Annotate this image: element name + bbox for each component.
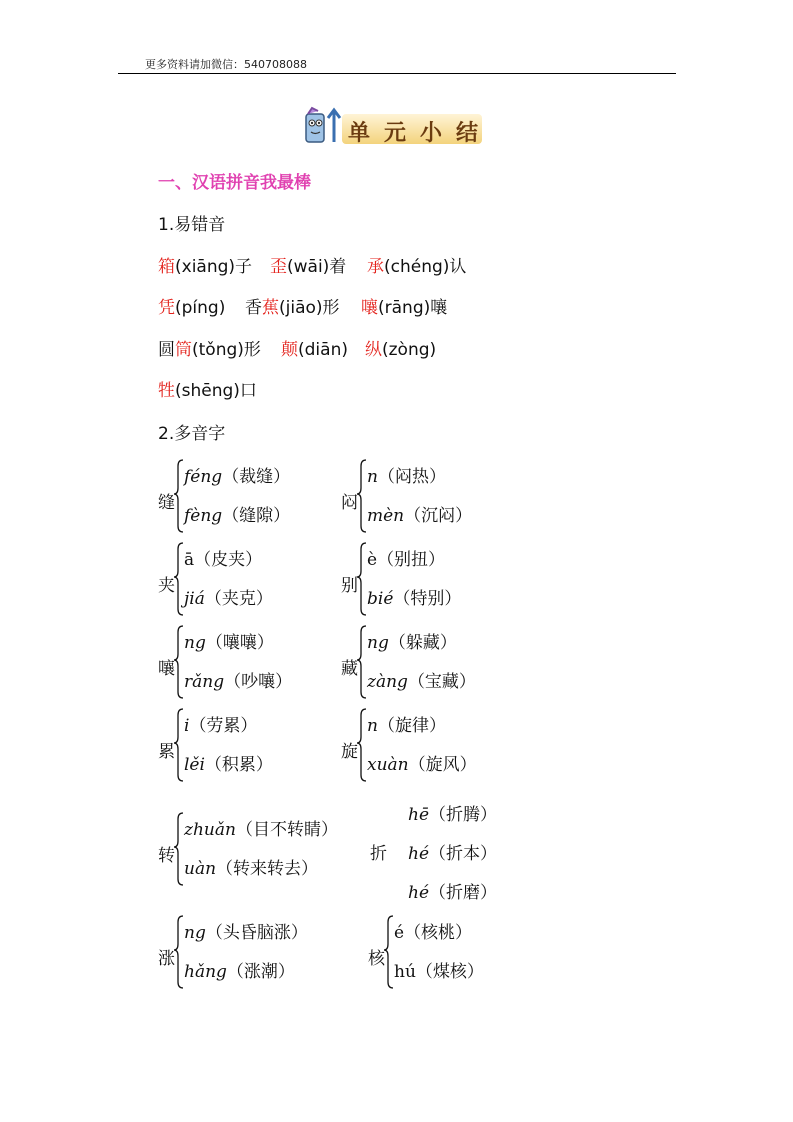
- page-header-note: 更多资料请加微信：540708088: [145, 58, 307, 71]
- polyphone-reading: [367, 545, 445, 570]
- polyphone-reading: [367, 462, 446, 487]
- subheading-error-prone: 1.易错音: [158, 215, 226, 235]
- pronunciation-item: [158, 376, 257, 401]
- polyphone-reading: [184, 918, 308, 943]
- polyphone-reading: [394, 957, 484, 982]
- polyphone-character: 旋: [341, 742, 358, 762]
- reading-pinyin: hé: [408, 883, 430, 903]
- reading-pinyin: jiá: [184, 589, 205, 609]
- reading-example-word: （积累）: [204, 755, 273, 775]
- polyphone-character: 闷: [341, 493, 358, 513]
- pronunciation-item: [245, 293, 340, 318]
- polyphone-character: 累: [158, 742, 175, 762]
- reading-pinyin: féng: [184, 467, 223, 487]
- curly-brace-icon: [357, 458, 367, 534]
- reading-pinyin: hú: [394, 962, 416, 982]
- page-title: 单元小结: [348, 120, 493, 146]
- reading-example-word: （旋律）: [377, 716, 446, 736]
- pinyin-and-word: (chéng)认: [384, 257, 467, 277]
- pronunciation-item: [158, 335, 261, 360]
- polyphone-character: 缝: [158, 493, 175, 513]
- polyphone-reading: [367, 628, 457, 653]
- reading-example-word: （裁缝）: [222, 467, 291, 487]
- reading-pinyin: zàng: [367, 672, 408, 692]
- pinyin-and-word: (rāng)嚷: [378, 298, 448, 318]
- reading-pinyin: hē: [408, 805, 430, 825]
- word-prefix: 圆: [158, 340, 175, 360]
- polyphone-reading: [184, 501, 290, 526]
- pinyin-and-word: (wāi)着: [287, 257, 347, 277]
- pronunciation-item: [158, 293, 225, 318]
- reading-example-word: （涨潮）: [226, 962, 295, 982]
- polyphone-reading: [184, 545, 262, 570]
- polyphone-reading: [184, 957, 295, 982]
- pronunciation-item: [367, 252, 466, 277]
- reading-example-word: （目不转睛）: [235, 820, 338, 840]
- subheading-polyphones: 2.多音字: [158, 424, 226, 444]
- reading-example-word: （皮夹）: [194, 550, 263, 570]
- reading-example-word: （别扭）: [377, 550, 446, 570]
- pinyin-and-word: (jiāo)形: [279, 298, 340, 318]
- reading-pinyin: ng: [184, 633, 206, 653]
- curly-brace-icon: [357, 707, 367, 783]
- polyphone-reading: [408, 878, 497, 903]
- polyphone-reading: [184, 711, 257, 736]
- curly-brace-icon: [174, 541, 184, 617]
- reading-example-word: （沉闷）: [404, 506, 473, 526]
- reading-pinyin: ā: [184, 550, 195, 570]
- polyphone-character: 别: [341, 576, 358, 596]
- reading-example-word: （旋风）: [408, 755, 477, 775]
- reading-example-word: （闷热）: [377, 467, 446, 487]
- highlighted-character: 承: [367, 257, 384, 277]
- reading-pinyin: rǎng: [184, 672, 225, 692]
- curly-brace-icon: [174, 914, 184, 990]
- reading-example-word: （嚷嚷）: [205, 633, 274, 653]
- reading-pinyin: lěi: [184, 755, 205, 775]
- reading-example-word: （折磨）: [429, 883, 498, 903]
- reading-example-word: （劳累）: [189, 716, 258, 736]
- polyphone-character: 转: [158, 846, 175, 866]
- reading-example-word: （特别）: [393, 589, 462, 609]
- reading-example-word: （躲藏）: [388, 633, 457, 653]
- mascot-icon: [300, 106, 344, 146]
- polyphone-reading: [184, 854, 318, 879]
- reading-pinyin: xuàn: [367, 755, 409, 775]
- reading-pinyin: uàn: [184, 859, 217, 879]
- reading-pinyin: é: [394, 923, 405, 943]
- reading-pinyin: mèn: [367, 506, 405, 526]
- pinyin-and-word: (xiāng)子: [175, 257, 253, 277]
- curly-brace-icon: [174, 707, 184, 783]
- pinyin-and-word: (píng): [175, 298, 226, 318]
- polyphone-reading: [184, 584, 273, 609]
- polyphone-character: 嚷: [158, 659, 175, 679]
- reading-pinyin: bié: [367, 589, 394, 609]
- reading-example-word: （转来转去）: [216, 859, 319, 879]
- pronunciation-item: [158, 252, 252, 277]
- polyphone-character: 折: [370, 844, 387, 864]
- header-divider: [118, 73, 676, 74]
- reading-pinyin: è: [367, 550, 378, 570]
- highlighted-character: 纵: [365, 340, 382, 360]
- polyphone-character: 夹: [158, 576, 175, 596]
- reading-example-word: （核桃）: [404, 923, 473, 943]
- polyphone-reading: [367, 501, 472, 526]
- curly-brace-icon: [384, 914, 394, 990]
- highlighted-character: 蕉: [262, 298, 279, 318]
- pinyin-and-word: (diān): [298, 340, 348, 360]
- polyphone-reading: [408, 839, 497, 864]
- highlighted-character: 箱: [158, 257, 175, 277]
- reading-pinyin: n: [367, 467, 378, 487]
- curly-brace-icon: [174, 811, 184, 887]
- curly-brace-icon: [174, 458, 184, 534]
- highlighted-character: 牲: [158, 381, 175, 401]
- reading-example-word: （头昏脑涨）: [205, 923, 308, 943]
- highlighted-character: 筒: [175, 340, 192, 360]
- reading-example-word: （煤核）: [415, 962, 484, 982]
- highlighted-character: 颠: [281, 340, 298, 360]
- reading-example-word: （折本）: [429, 844, 498, 864]
- polyphone-character: 藏: [341, 659, 358, 679]
- pronunciation-item: [361, 293, 447, 318]
- word-prefix: 香: [245, 298, 262, 318]
- polyphone-reading: [367, 711, 446, 736]
- reading-example-word: （宝藏）: [407, 672, 476, 692]
- polyphone-character: 核: [368, 949, 385, 969]
- polyphone-reading: [367, 584, 461, 609]
- highlighted-character: 嚷: [361, 298, 378, 318]
- pronunciation-item: [270, 252, 346, 277]
- curly-brace-icon: [357, 624, 367, 700]
- pinyin-and-word: (shēng)口: [175, 381, 257, 401]
- curly-brace-icon: [174, 624, 184, 700]
- pronunciation-item: [365, 335, 436, 360]
- polyphone-reading: [367, 667, 476, 692]
- pronunciation-item: [281, 335, 348, 360]
- polyphone-reading: [184, 628, 274, 653]
- pinyin-and-word: (zòng): [382, 340, 437, 360]
- reading-pinyin: hé: [408, 844, 430, 864]
- highlighted-character: 凭: [158, 298, 175, 318]
- reading-pinyin: n: [367, 716, 378, 736]
- reading-pinyin: fèng: [184, 506, 223, 526]
- reading-example-word: （折腾）: [429, 805, 498, 825]
- polyphone-reading: [184, 667, 292, 692]
- polyphone-reading: [408, 800, 497, 825]
- reading-pinyin: zhuǎn: [184, 820, 236, 840]
- reading-example-word: （缝隙）: [222, 506, 291, 526]
- polyphone-character: 涨: [158, 949, 175, 969]
- reading-pinyin: i: [184, 716, 190, 736]
- reading-example-word: （夹克）: [204, 589, 273, 609]
- highlighted-character: 歪: [270, 257, 287, 277]
- polyphone-reading: [184, 462, 290, 487]
- reading-pinyin: ng: [184, 923, 206, 943]
- pinyin-and-word: (tǒng)形: [192, 340, 261, 360]
- section-heading-pinyin: 一、汉语拼音我最棒: [158, 173, 311, 193]
- polyphone-reading: [394, 918, 472, 943]
- reading-pinyin: ng: [367, 633, 389, 653]
- polyphone-reading: [184, 750, 273, 775]
- polyphone-reading: [184, 815, 338, 840]
- reading-pinyin: hǎng: [184, 962, 227, 982]
- curly-brace-icon: [357, 541, 367, 617]
- polyphone-reading: [367, 750, 477, 775]
- reading-example-word: （吵嚷）: [224, 672, 293, 692]
